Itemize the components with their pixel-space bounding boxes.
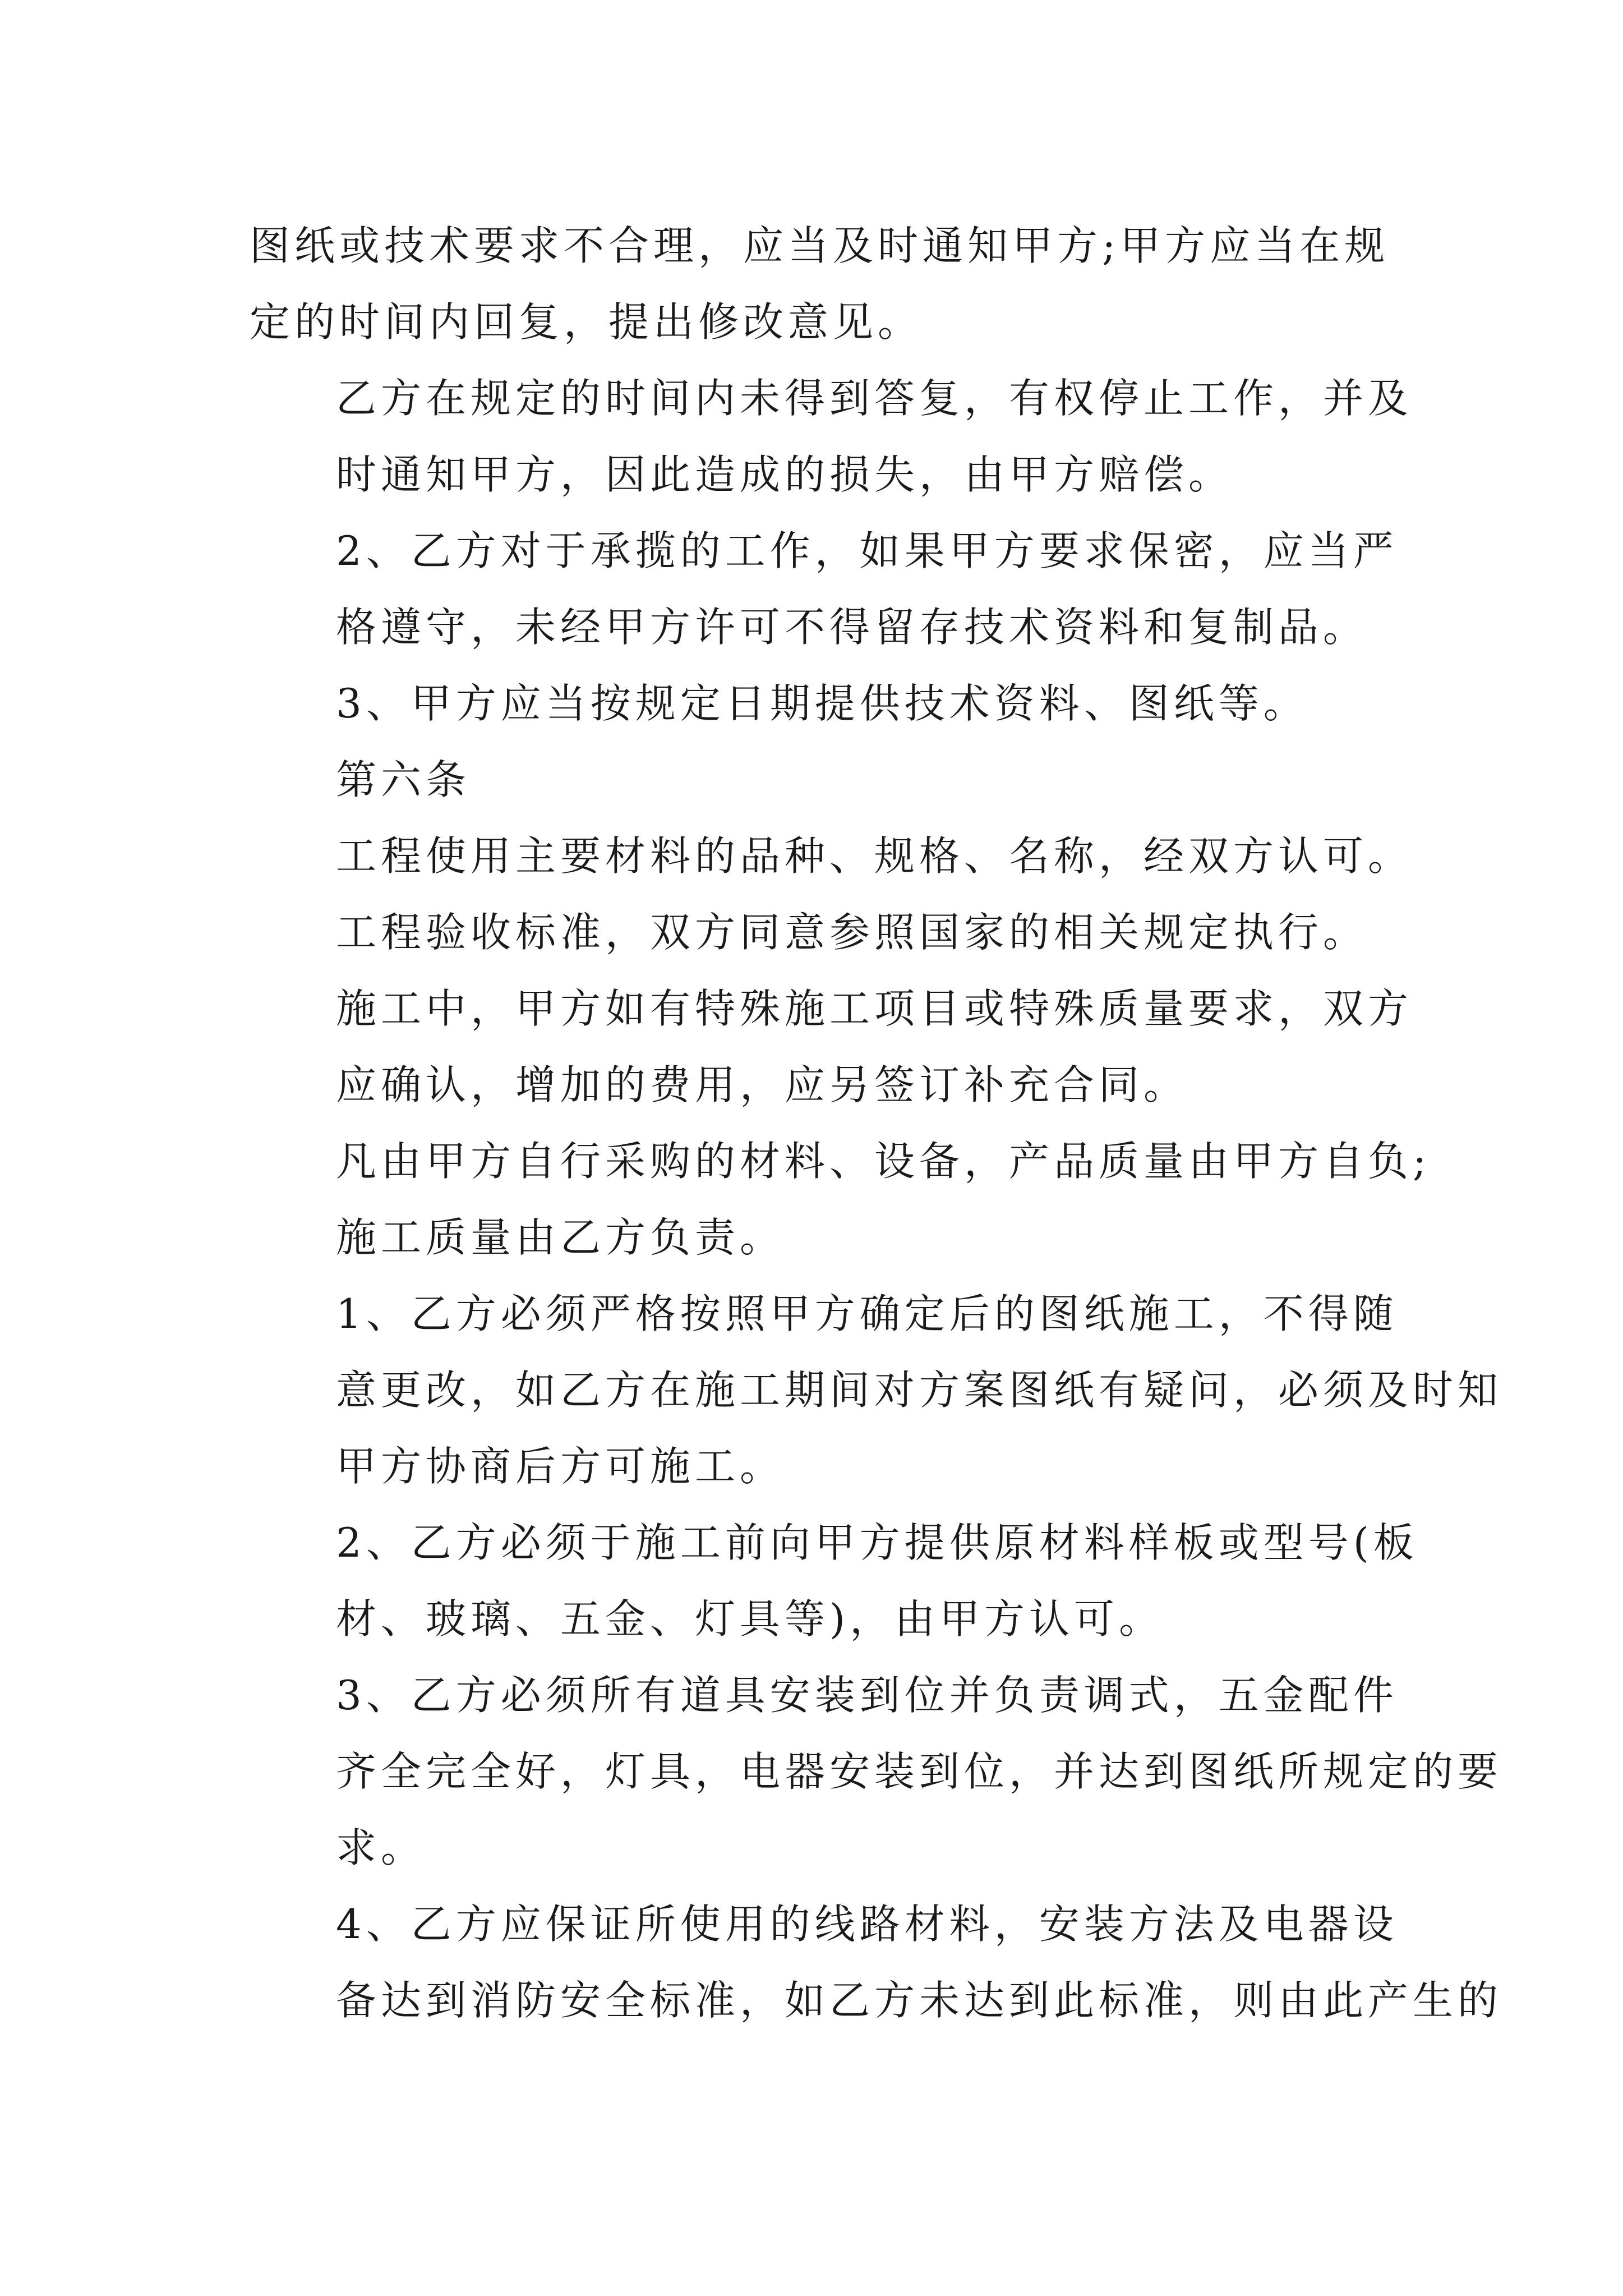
paragraph	[250, 818, 1413, 894]
text-line: 时通知甲方，因此造成的损失，由甲方赔偿。	[336, 451, 1234, 498]
text-line: 求。	[336, 1824, 426, 1871]
paragraph	[250, 742, 1377, 818]
text-line: 工程使用主要材料的品种、规格、名称，经双方认可。	[336, 832, 1413, 880]
document-body	[250, 208, 1503, 2039]
paragraph	[250, 1657, 1503, 1886]
text-line: 施工质量由乙方负责。	[336, 1214, 785, 1261]
text-line: 应确认，增加的费用，应另签订补充合同。	[336, 1061, 1189, 1108]
paragraph	[250, 1276, 1503, 1504]
paragraph	[250, 894, 1377, 970]
paragraph	[250, 1123, 1431, 1276]
text-line: 4、乙方应保证所使用的线路材料，安装方法及电器设	[336, 1901, 1398, 1948]
paragraph	[250, 360, 1413, 513]
paragraph	[250, 665, 1377, 742]
text-line: 图纸或技术要求不合理，应当及时通知甲方;甲方应当在规	[250, 222, 1390, 269]
text-line: 2、乙方对于承揽的工作，如果甲方要求保密，应当严	[336, 527, 1398, 574]
text-line: 3、乙方必须所有道具安装到位并负责调式，五金配件	[336, 1672, 1398, 1719]
text-line: 工程验收标准，双方同意参照国家的相关规定执行。	[336, 909, 1368, 956]
text-line: 甲方协商后方可施工。	[336, 1443, 785, 1490]
text-line: 材、玻璃、五金、灯具等)，由甲方认可。	[336, 1595, 1164, 1642]
text-line: 施工中，甲方如有特殊施工项目或特殊质量要求，双方	[336, 985, 1413, 1032]
text-line: 2、乙方必须于施工前向甲方提供原材料样板或型号(板	[336, 1519, 1418, 1566]
text-line: 定的时间内回复，提出修改意见。	[250, 298, 923, 346]
paragraph	[250, 208, 1390, 360]
text-line: 乙方在规定的时间内未得到答复，有权停止工作，并及	[336, 375, 1413, 422]
text-line: 1、乙方必须严格按照甲方确定后的图纸施工，不得随	[336, 1290, 1398, 1337]
text-line: 格遵守，未经甲方许可不得留存技术资料和复制品。	[336, 604, 1368, 651]
text-line: 第六条	[336, 756, 471, 803]
text-line: 齐全完全好，灯具，电器安装到位，并达到图纸所规定的要	[336, 1748, 1503, 1795]
paragraph	[250, 970, 1413, 1123]
text-line: 凡由甲方自行采购的材料、设备，产品质量由甲方自负;	[336, 1138, 1431, 1185]
text-line: 3、甲方应当按规定日期提供技术资料、图纸等。	[336, 680, 1308, 727]
paragraph	[250, 513, 1398, 665]
paragraph	[250, 1504, 1418, 1657]
text-line: 意更改，如乙方在施工期间对方案图纸有疑问，必须及时知	[336, 1366, 1503, 1414]
paragraph	[250, 1886, 1503, 2039]
text-line: 备达到消防安全标准，如乙方未达到此标准，则由此产生的	[336, 1977, 1503, 2024]
